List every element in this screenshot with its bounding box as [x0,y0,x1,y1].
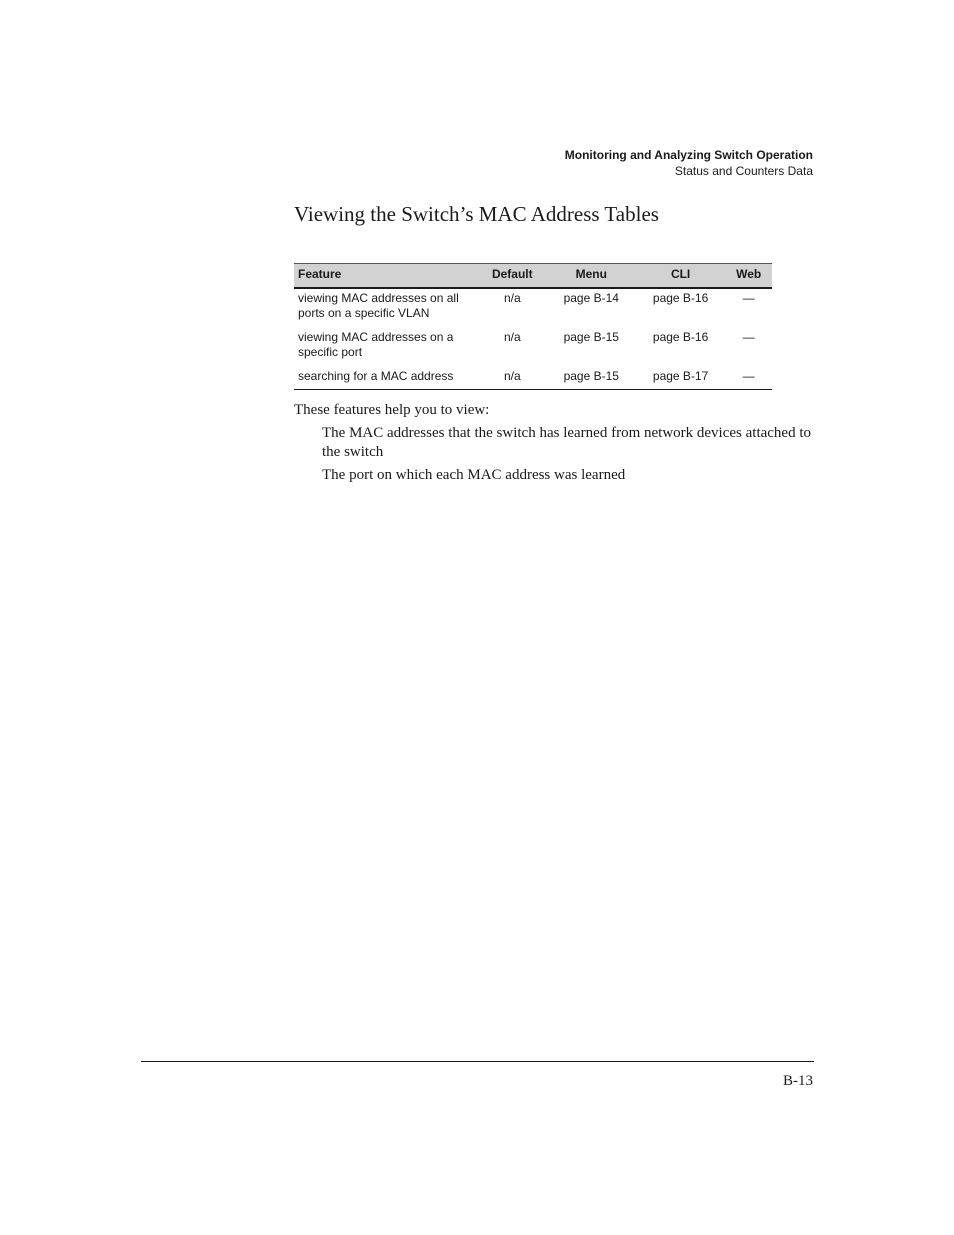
feature-table [294,263,772,390]
default-cell: n/a [478,367,547,390]
running-header [565,147,813,179]
intro-paragraph: These features help you to view: [294,402,490,418]
list-item: The port on which each MAC address was learned [322,467,626,483]
table-header-row [294,264,772,289]
menu-cell: page B-14 [563,291,619,305]
cli-cell: page B-16 [652,291,709,305]
default-cell: n/a [503,330,521,344]
column-header-menu: Menu [547,264,636,289]
menu-cell: page B-15 [563,330,619,344]
column-header-web: Web [725,264,772,289]
column-header-cli: CLI [636,264,725,289]
table-row [294,328,772,367]
feature-cell: viewing MAC addresses on a specific port [298,330,454,359]
cli-cell: page B-17 [636,367,725,390]
cli-cell: page B-16 [652,330,709,344]
web-cell: — [742,291,755,305]
page-number: B-13 [783,1073,813,1089]
section-subtitle: Status and Counters Data [674,164,813,178]
menu-cell: page B-15 [547,367,636,390]
column-header-default: Default [478,264,547,289]
table-row [294,367,772,390]
feature-cell: searching for a MAC address [294,367,478,390]
web-cell: — [742,330,755,344]
web-cell: — [725,367,772,390]
footer-divider [141,1061,814,1062]
page-title: Viewing the Switch’s MAC Address Tables [294,202,659,226]
feature-list [322,424,812,489]
default-cell: n/a [503,291,521,305]
feature-cell: viewing MAC addresses on all ports on a specific VLAN [298,291,459,320]
table-row [294,288,772,328]
column-header-feature: Feature [294,264,478,289]
chapter-title: Monitoring and Analyzing Switch Operation [564,148,813,162]
list-item: The MAC addresses that the switch has learned from network devices attached to the switch [322,425,812,460]
